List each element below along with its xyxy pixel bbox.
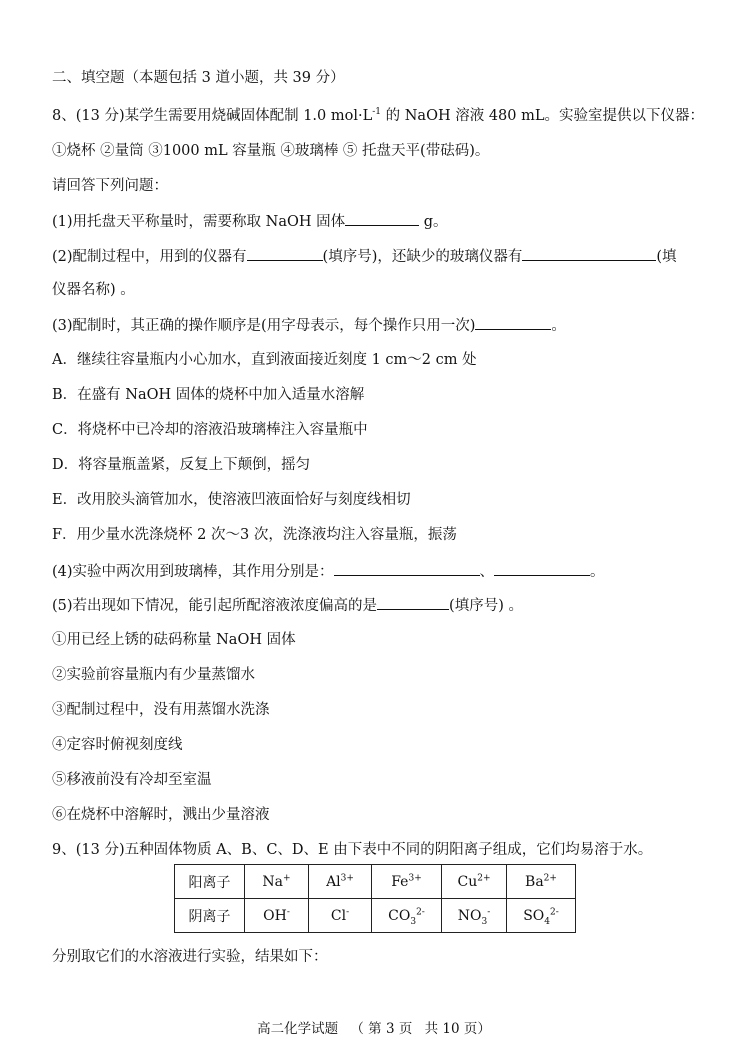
page-footer [0, 1017, 748, 1037]
q8-part5-text: (5)若出现如下情况，能引起所配溶液浓度偏高的是 [52, 598, 378, 614]
answer-blank-2b[interactable] [522, 246, 656, 261]
answer-blank-3[interactable] [475, 315, 551, 330]
q8-part4-text: (4)实验中两次用到玻璃棒，其作用分别是： [52, 564, 334, 580]
option-c: C．将烧杯中已冷却的溶液沿玻璃棒注入容量瓶中 [52, 422, 368, 438]
case-5: ⑤移液前没有冷却至室温 [52, 772, 212, 788]
q8-part2-text-3: (填 [656, 249, 677, 265]
q9-after-table: 分别取它们的水溶液进行实验，结果如下： [52, 949, 328, 965]
footer-total: 共 10 页） [424, 1021, 491, 1037]
q8-part2-text: (2)配制过程中，用到的仪器有 [52, 249, 247, 265]
cation-cell: $Fe^{3+}$ [372, 865, 442, 899]
q8-part4-sep: 、 [479, 564, 495, 580]
cation-cell: $Ba^{2+}$ [507, 865, 576, 899]
anion-label: 阴离子 [175, 899, 245, 933]
anion-row [175, 899, 576, 933]
anion-cell: $NO_3^-$ [442, 899, 507, 933]
cation-cell: $Cu^{2+}$ [442, 865, 507, 899]
option-f: F．用少量水洗涤烧杯 2 次～3 次，洗涤液均注入容量瓶，振荡 [52, 527, 457, 543]
answer-blank-4a[interactable] [334, 561, 480, 576]
option-d: D．将容量瓶盖紧，反复上下颠倒，摇匀 [52, 457, 311, 473]
q8-intro-text-2: 的 NaOH 溶液 480 mL。实验室提供以下仪器： [381, 108, 704, 124]
q8-part5-text-2: (填序号) 。 [449, 598, 523, 614]
q8-part2-text-2: (填序号)，还缺少的玻璃仪器有 [322, 249, 523, 265]
case-2: ②实验前容量瓶内有少量蒸馏水 [52, 667, 255, 683]
cation-cell: $Al^{3+}$ [309, 865, 372, 899]
footer-page: （ 第 3 页 [350, 1021, 413, 1037]
q8-part1-text: (1)用托盘天平称量时，需要称取 NaOH 固体 [52, 214, 346, 230]
q8-part2-cont: 仪器名称) 。 [52, 282, 135, 298]
q8-intro-sup: -1 [372, 107, 382, 118]
q8-part4-end: 。 [590, 564, 605, 580]
q8-intro [52, 106, 704, 126]
q8-part2 [52, 246, 677, 267]
option-e: E．改用胶头滴管加水，使溶液凹液面恰好与刻度线相切 [52, 492, 411, 508]
q8-intro-text: 8、(13 分)某学生需要用烧碱固体配制 1.0 mol·L [52, 108, 373, 124]
case-1: ①用已经上锈的砝码称量 NaOH 固体 [52, 632, 296, 648]
option-b: B．在盛有 NaOH 固体的烧杯中加入适量水溶解 [52, 387, 365, 403]
anion-cell: $CO_3^{2-}$ [372, 899, 442, 933]
cation-cell: Na+ [245, 865, 309, 899]
cation-row [175, 865, 576, 899]
anion-cell: Cl- [309, 899, 372, 933]
anion-cell: OH- [245, 899, 309, 933]
case-4: ④定容时俯视刻度线 [52, 737, 183, 753]
case-6: ⑥在烧杯中溶解时，溅出少量溶液 [52, 807, 270, 823]
option-a: A．继续往容量瓶内小心加水，直到液面接近刻度 1 cm～2 cm 处 [52, 352, 477, 368]
answer-blank-2a[interactable] [247, 246, 323, 261]
case-3: ③配制过程中，没有用蒸馏水洗涤 [52, 702, 270, 718]
footer-subject: 高二化学试题 [257, 1021, 339, 1037]
section-title: 二、填空题（本题包括 3 道小题，共 39 分） [52, 70, 345, 86]
anion-cell: $SO_4^{2-}$ [507, 899, 576, 933]
q8-part1 [52, 211, 448, 232]
q8-part3-end: 。 [551, 318, 566, 334]
q8-part4 [52, 561, 605, 582]
answer-blank-4b[interactable] [494, 561, 590, 576]
q8-part3 [52, 315, 566, 336]
ion-table [174, 864, 576, 933]
cation-label: 阳离子 [175, 865, 245, 899]
q8-part1-unit: g。 [419, 214, 448, 230]
answer-blank-5[interactable] [377, 595, 449, 610]
q9-intro: 9、(13 分)五种固体物质 A、B、C、D、E 由下表中不同的阴阳离子组成，它们均易溶于水。 [52, 842, 653, 858]
answer-blank-1[interactable] [345, 211, 419, 226]
q8-instruments: ①烧杯 ②量筒 ③1000 mL 容量瓶 ④玻璃棒 ⑤ 托盘天平(带砝码)。 [52, 143, 490, 159]
q8-prompt: 请回答下列问题： [52, 178, 168, 194]
q8-part5 [52, 595, 523, 616]
q8-part3-text: (3)配制时，其正确的操作顺序是(用字母表示，每个操作只用一次) [52, 318, 476, 334]
